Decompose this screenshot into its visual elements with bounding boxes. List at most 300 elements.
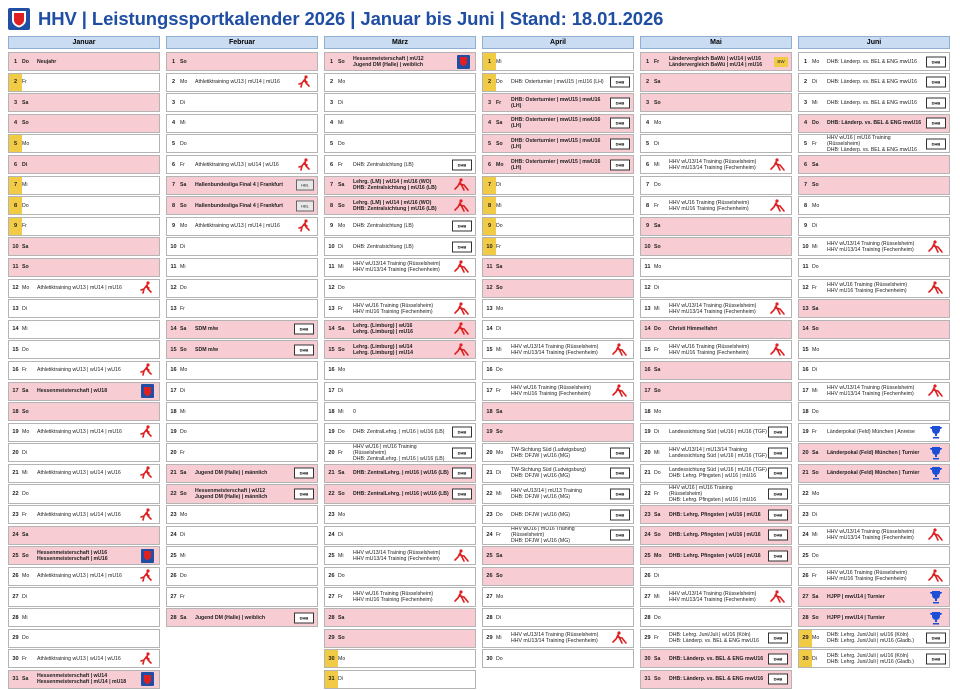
day-row[interactable] xyxy=(640,114,792,133)
day-row[interactable] xyxy=(8,134,160,153)
day-row[interactable] xyxy=(8,93,160,112)
day-row[interactable] xyxy=(166,299,318,318)
weekday-label: Di xyxy=(338,676,343,683)
day-row[interactable] xyxy=(482,505,634,524)
dhb-logo-icon: DHB xyxy=(768,468,788,479)
day-row[interactable] xyxy=(166,340,318,359)
day-row[interactable] xyxy=(166,423,318,442)
day-row[interactable] xyxy=(482,629,634,648)
event-text: DHB: Lehrg. Juni/Juli | wU16 (Köln) DHB: Länderp. vs. BEL & ENG mwU16 xyxy=(669,632,760,645)
day-row[interactable] xyxy=(324,340,476,359)
day-row[interactable] xyxy=(324,629,476,648)
day-row[interactable] xyxy=(324,587,476,606)
dhb-logo-icon: DHB xyxy=(610,77,630,88)
day-number: 28 xyxy=(486,614,493,621)
month-header: März xyxy=(324,36,476,49)
day-row[interactable] xyxy=(166,382,318,401)
dhb-logo-icon: DHB xyxy=(452,221,472,232)
day-row[interactable] xyxy=(482,587,634,606)
day-row[interactable] xyxy=(640,670,792,689)
day-row[interactable] xyxy=(482,443,634,462)
day-number: 9 xyxy=(171,223,176,230)
day-row[interactable] xyxy=(640,526,792,545)
day-row[interactable] xyxy=(482,526,634,545)
event-text: HHV wU16 | mU16 Training (Rüsselsheim) DHB: Länderp. vs. BEL & ENG mwU16 xyxy=(827,134,918,153)
day-row[interactable] xyxy=(8,608,160,627)
weekday-label: Sa xyxy=(654,223,661,230)
day-row[interactable] xyxy=(482,258,634,277)
day-row[interactable] xyxy=(482,237,634,256)
day-row[interactable] xyxy=(482,299,634,318)
event-text: Athletiktraining wU13 | wU14 | wU16 xyxy=(37,511,121,518)
dhb-logo-icon: DHB xyxy=(294,468,314,479)
day-row[interactable] xyxy=(640,155,792,174)
weekday-label: Mi xyxy=(654,593,660,600)
day-number: 8 xyxy=(645,202,650,209)
event-text: DHB: ZentralLehrg. | mU16 | wU16 (LB) xyxy=(353,491,449,498)
day-number: 6 xyxy=(171,161,176,168)
month-column xyxy=(8,36,160,690)
day-row[interactable] xyxy=(482,279,634,298)
day-row[interactable] xyxy=(324,196,476,215)
day-row[interactable] xyxy=(324,382,476,401)
weekday-label: Do xyxy=(22,58,29,65)
day-row[interactable] xyxy=(8,505,160,524)
event-text: TW-Sichtung Süd (Ludwigsburg) DHB: DFJW | wU16 (MG) xyxy=(511,446,586,459)
day-row[interactable] xyxy=(8,649,160,668)
day-row[interactable] xyxy=(798,134,950,153)
day-row[interactable] xyxy=(166,114,318,133)
day-row[interactable] xyxy=(640,237,792,256)
day-row[interactable] xyxy=(324,484,476,503)
day-row[interactable] xyxy=(798,73,950,92)
day-row[interactable] xyxy=(640,176,792,195)
day-row[interactable] xyxy=(482,217,634,236)
day-row[interactable] xyxy=(8,402,160,421)
day-row[interactable] xyxy=(8,423,160,442)
day-row[interactable] xyxy=(166,279,318,298)
day-row[interactable] xyxy=(8,464,160,483)
day-row[interactable] xyxy=(166,484,318,503)
hockey-player-icon xyxy=(768,590,788,604)
day-row[interactable] xyxy=(798,52,950,71)
day-row[interactable] xyxy=(324,93,476,112)
day-number: 13 xyxy=(644,305,651,312)
day-row[interactable] xyxy=(798,340,950,359)
weekday-label: Mo xyxy=(180,79,188,86)
day-number: 23 xyxy=(644,511,651,518)
day-row[interactable] xyxy=(324,608,476,627)
weekday-label: So xyxy=(22,120,29,127)
day-row[interactable] xyxy=(324,567,476,586)
weekday-label: Mi xyxy=(22,326,28,333)
day-number: 18 xyxy=(486,408,493,415)
day-row[interactable] xyxy=(798,443,950,462)
day-row[interactable] xyxy=(640,649,792,668)
day-row[interactable] xyxy=(640,443,792,462)
day-number: 20 xyxy=(170,449,177,456)
day-row[interactable] xyxy=(324,258,476,277)
event-text: Lehrg. (Limburg) | wU16 Lehrg. (Limburg) | mU16 xyxy=(353,323,413,336)
weekday-label: Di xyxy=(654,573,659,580)
day-row[interactable] xyxy=(640,299,792,318)
day-row[interactable] xyxy=(324,505,476,524)
event-text: HHV wU16 Training (Rüsselsheim) HHV mU16 Training (Fechenheim) xyxy=(353,590,434,603)
weekday-label: Mo xyxy=(496,305,504,312)
day-row[interactable] xyxy=(8,320,160,339)
day-row[interactable] xyxy=(798,382,950,401)
day-number: 20 xyxy=(12,449,19,456)
day-row[interactable] xyxy=(8,340,160,359)
weekday-label: So xyxy=(338,202,345,209)
event-text: Jugend DM (Halle) | männlich xyxy=(195,470,268,477)
event-text: HHV wU16 | mU16 Training (Rüsselsheim) DHB: DFJW | wU16 (MG) xyxy=(511,526,575,545)
day-row[interactable] xyxy=(482,608,634,627)
day-row[interactable] xyxy=(8,237,160,256)
weekday-label: Fr xyxy=(654,202,659,209)
weekday-label: Mo xyxy=(654,264,662,271)
day-number: 11 xyxy=(486,264,493,271)
day-row[interactable] xyxy=(166,237,318,256)
day-row[interactable] xyxy=(640,52,792,71)
day-row[interactable] xyxy=(798,258,950,277)
day-row[interactable] xyxy=(324,299,476,318)
hockey-player-icon xyxy=(768,199,788,213)
event-text: Hallenbundesliga Final 4 | Frankfurt xyxy=(195,182,283,189)
day-row[interactable] xyxy=(798,649,950,668)
day-row[interactable] xyxy=(166,258,318,277)
day-number: 12 xyxy=(486,285,493,292)
day-row[interactable] xyxy=(166,217,318,236)
day-row[interactable] xyxy=(166,155,318,174)
day-row[interactable] xyxy=(482,649,634,668)
weekday-label: Mo xyxy=(812,635,820,642)
day-row[interactable] xyxy=(8,567,160,586)
weekday-label: Sa xyxy=(338,326,345,333)
day-row[interactable] xyxy=(798,526,950,545)
event-text: DHB: Lehrg. Juni/Juli | wU16 (Köln) DHB: Lehrg. Juni/Juli | mU16 (Gladb.) xyxy=(827,632,914,645)
weekday-label: Do xyxy=(496,223,503,230)
day-row[interactable] xyxy=(640,134,792,153)
dhb-logo-icon: DHB xyxy=(926,653,946,664)
day-row[interactable] xyxy=(798,464,950,483)
event-text: HJPP | mwU14 | Turnier xyxy=(827,593,885,600)
day-row[interactable] xyxy=(798,608,950,627)
weekday-label: Mo xyxy=(338,655,346,662)
month-header: Januar xyxy=(8,36,160,49)
hhv-crest-icon xyxy=(141,672,154,686)
day-row[interactable] xyxy=(640,484,792,503)
day-number: 26 xyxy=(802,573,809,580)
dhb-logo-icon: DHB xyxy=(294,344,314,355)
day-number: 25 xyxy=(802,552,809,559)
day-number: 3 xyxy=(13,99,18,106)
day-number: 10 xyxy=(12,243,19,250)
weekday-label: Di xyxy=(496,614,501,621)
day-row[interactable] xyxy=(482,402,634,421)
day-row[interactable] xyxy=(798,299,950,318)
weekday-label: Fr xyxy=(654,635,659,642)
day-row[interactable] xyxy=(640,587,792,606)
hallenbundesliga-logo-icon: HBL xyxy=(296,180,314,191)
weekday-label: Mo xyxy=(496,161,504,168)
weekday-label: Fr xyxy=(22,367,27,374)
day-row[interactable] xyxy=(482,464,634,483)
day-row[interactable] xyxy=(324,546,476,565)
day-number: 5 xyxy=(9,135,22,152)
day-row[interactable] xyxy=(324,649,476,668)
event-text: HHV wU13/14 Training (Rüsselsheim) HHV mU13/14 Training (Fechenheim) xyxy=(827,240,915,253)
day-row[interactable] xyxy=(640,258,792,277)
day-row[interactable] xyxy=(798,155,950,174)
event-text: Länderpokal (Feld) München | Anreise xyxy=(827,429,915,436)
day-row[interactable] xyxy=(8,629,160,648)
day-row[interactable] xyxy=(166,361,318,380)
day-row[interactable] xyxy=(324,52,476,71)
day-row[interactable] xyxy=(166,73,318,92)
day-row[interactable] xyxy=(324,402,476,421)
day-row[interactable] xyxy=(640,361,792,380)
dhb-logo-icon: DHB xyxy=(768,530,788,541)
day-row[interactable] xyxy=(640,464,792,483)
day-row[interactable] xyxy=(166,505,318,524)
day-row[interactable] xyxy=(8,176,160,195)
day-number: 2 xyxy=(483,74,496,91)
day-row[interactable] xyxy=(8,361,160,380)
day-row[interactable] xyxy=(798,361,950,380)
day-number: 10 xyxy=(802,243,809,250)
day-row[interactable] xyxy=(482,423,634,442)
day-row[interactable] xyxy=(324,361,476,380)
day-row[interactable] xyxy=(8,587,160,606)
day-row[interactable] xyxy=(324,443,476,462)
month-header: Mai xyxy=(640,36,792,49)
day-row[interactable] xyxy=(482,546,634,565)
day-number: 3 xyxy=(645,99,650,106)
day-row[interactable] xyxy=(798,279,950,298)
day-row[interactable] xyxy=(482,484,634,503)
weekday-label: Fr xyxy=(496,243,501,250)
day-row[interactable] xyxy=(166,567,318,586)
day-row[interactable] xyxy=(798,217,950,236)
day-row[interactable] xyxy=(798,237,950,256)
day-row[interactable] xyxy=(324,526,476,545)
dhb-logo-icon: DHB xyxy=(610,118,630,129)
weekday-label: Di xyxy=(22,593,27,600)
day-row[interactable] xyxy=(798,567,950,586)
day-row[interactable] xyxy=(640,629,792,648)
event-text: SDM m/w xyxy=(195,346,219,353)
day-row[interactable] xyxy=(166,176,318,195)
day-row[interactable] xyxy=(8,258,160,277)
day-row[interactable] xyxy=(482,52,634,71)
day-row[interactable] xyxy=(482,567,634,586)
day-number: 28 xyxy=(802,614,809,621)
day-row[interactable] xyxy=(166,546,318,565)
day-row[interactable] xyxy=(166,464,318,483)
day-row[interactable] xyxy=(640,93,792,112)
weekday-label: Mi xyxy=(654,305,660,312)
weekday-label: Fr xyxy=(180,593,185,600)
day-row[interactable] xyxy=(8,217,160,236)
day-row[interactable] xyxy=(482,196,634,215)
day-row[interactable] xyxy=(8,526,160,545)
day-row[interactable] xyxy=(640,382,792,401)
day-row[interactable] xyxy=(8,155,160,174)
day-row[interactable] xyxy=(798,484,950,503)
day-row[interactable] xyxy=(798,402,950,421)
day-row[interactable] xyxy=(640,279,792,298)
day-row[interactable] xyxy=(8,279,160,298)
day-row[interactable] xyxy=(166,52,318,71)
day-number: 15 xyxy=(802,346,809,353)
weekday-label: Di xyxy=(812,79,817,86)
dhb-logo-icon: DHB xyxy=(926,56,946,67)
day-number: 8 xyxy=(803,202,808,209)
weekday-label: So xyxy=(338,491,345,498)
day-number: 8 xyxy=(329,202,334,209)
day-row[interactable] xyxy=(640,196,792,215)
day-row[interactable] xyxy=(798,196,950,215)
dhb-logo-icon: DHB xyxy=(610,97,630,108)
day-row[interactable] xyxy=(324,114,476,133)
weekday-label: Fr xyxy=(338,161,343,168)
day-row[interactable] xyxy=(324,73,476,92)
day-row[interactable] xyxy=(324,279,476,298)
day-row[interactable] xyxy=(8,299,160,318)
day-row[interactable] xyxy=(8,382,160,401)
day-row[interactable] xyxy=(8,670,160,689)
day-row[interactable] xyxy=(8,546,160,565)
day-row[interactable] xyxy=(640,320,792,339)
day-row[interactable] xyxy=(166,608,318,627)
weekday-label: Sa xyxy=(812,449,819,456)
event-text: DHB: DFJW | wU16 (MG) xyxy=(511,511,570,518)
hockey-player-icon xyxy=(926,281,946,295)
month-column xyxy=(640,36,792,690)
weekday-label: Sa xyxy=(812,305,819,312)
weekday-label: Do xyxy=(338,429,345,436)
day-number: 15 xyxy=(644,346,651,353)
day-row[interactable] xyxy=(8,484,160,503)
event-text: HHV wU16 Training (Rüsselsheim) HHV mU16 Training (Fechenheim) xyxy=(511,385,592,398)
weekday-label: Fr xyxy=(654,346,659,353)
day-number: 6 xyxy=(803,161,808,168)
day-row[interactable] xyxy=(324,670,476,689)
day-row[interactable] xyxy=(324,237,476,256)
day-row[interactable] xyxy=(166,443,318,462)
day-number: 16 xyxy=(12,367,19,374)
weekday-label: So xyxy=(812,614,819,621)
weekday-label: Mi xyxy=(338,408,344,415)
weekday-label: Fr xyxy=(812,429,817,436)
day-row[interactable] xyxy=(798,505,950,524)
weekday-label: So xyxy=(496,573,503,580)
day-row[interactable] xyxy=(640,340,792,359)
hockey-player-icon xyxy=(452,302,472,316)
weekday-label: Mi xyxy=(180,552,186,559)
day-number: 20 xyxy=(802,449,809,456)
day-row[interactable] xyxy=(640,423,792,442)
day-row[interactable] xyxy=(482,320,634,339)
day-row[interactable] xyxy=(640,402,792,421)
weekday-label: So xyxy=(338,346,345,353)
day-row[interactable] xyxy=(640,217,792,236)
day-row[interactable] xyxy=(324,155,476,174)
day-row[interactable] xyxy=(798,423,950,442)
day-row[interactable] xyxy=(166,320,318,339)
day-row[interactable] xyxy=(640,546,792,565)
day-row[interactable] xyxy=(482,361,634,380)
hockey-player-icon xyxy=(452,260,472,274)
day-row[interactable] xyxy=(8,443,160,462)
day-row[interactable] xyxy=(640,608,792,627)
day-number: 16 xyxy=(644,367,651,374)
day-number: 2 xyxy=(329,79,334,86)
day-row[interactable] xyxy=(166,93,318,112)
day-row[interactable] xyxy=(482,155,634,174)
weekday-label: Do xyxy=(654,182,661,189)
day-row[interactable] xyxy=(166,134,318,153)
day-row[interactable] xyxy=(324,320,476,339)
day-row[interactable] xyxy=(798,176,950,195)
weekday-label: Do xyxy=(180,285,187,292)
event-text: DHB: Osterturnier | mwU15 | mwU16 (LH) xyxy=(511,137,601,150)
day-row[interactable] xyxy=(482,382,634,401)
day-row[interactable] xyxy=(798,629,950,648)
day-row[interactable] xyxy=(8,196,160,215)
day-row[interactable] xyxy=(166,587,318,606)
day-number: 25 xyxy=(644,552,651,559)
day-row[interactable] xyxy=(482,73,634,92)
day-row[interactable] xyxy=(166,526,318,545)
weekday-label: So xyxy=(22,264,29,271)
day-row[interactable] xyxy=(640,73,792,92)
day-row[interactable] xyxy=(324,423,476,442)
day-row[interactable] xyxy=(640,567,792,586)
day-row[interactable] xyxy=(324,464,476,483)
day-row[interactable] xyxy=(482,114,634,133)
day-row[interactable] xyxy=(798,114,950,133)
day-row[interactable] xyxy=(324,217,476,236)
day-row[interactable] xyxy=(166,402,318,421)
day-row[interactable] xyxy=(482,176,634,195)
day-row[interactable] xyxy=(798,320,950,339)
day-row[interactable] xyxy=(482,340,634,359)
event-text: Athletiktraining wU13 | mU14 | mU16 xyxy=(37,429,122,436)
event-text: DHB: Zentralsichtung (LB) xyxy=(353,243,414,250)
weekday-label: Mi xyxy=(22,470,28,477)
day-row[interactable] xyxy=(640,505,792,524)
day-number: 10 xyxy=(170,243,177,250)
day-row[interactable] xyxy=(8,73,160,92)
day-row[interactable] xyxy=(482,93,634,112)
day-row[interactable] xyxy=(8,114,160,133)
day-row[interactable] xyxy=(482,134,634,153)
dhb-logo-icon: DHB xyxy=(610,489,630,500)
day-row[interactable] xyxy=(798,546,950,565)
weekday-label: Sa xyxy=(654,655,661,662)
event-text: Landessichtung Süd | wU16 | mU16 (TGF) xyxy=(669,429,767,436)
day-number: 3 xyxy=(487,99,492,106)
day-row[interactable] xyxy=(324,176,476,195)
day-row[interactable] xyxy=(798,587,950,606)
day-row[interactable] xyxy=(8,52,160,71)
day-row[interactable] xyxy=(324,134,476,153)
day-row[interactable] xyxy=(166,196,318,215)
day-row[interactable] xyxy=(798,93,950,112)
day-number: 7 xyxy=(803,182,808,189)
